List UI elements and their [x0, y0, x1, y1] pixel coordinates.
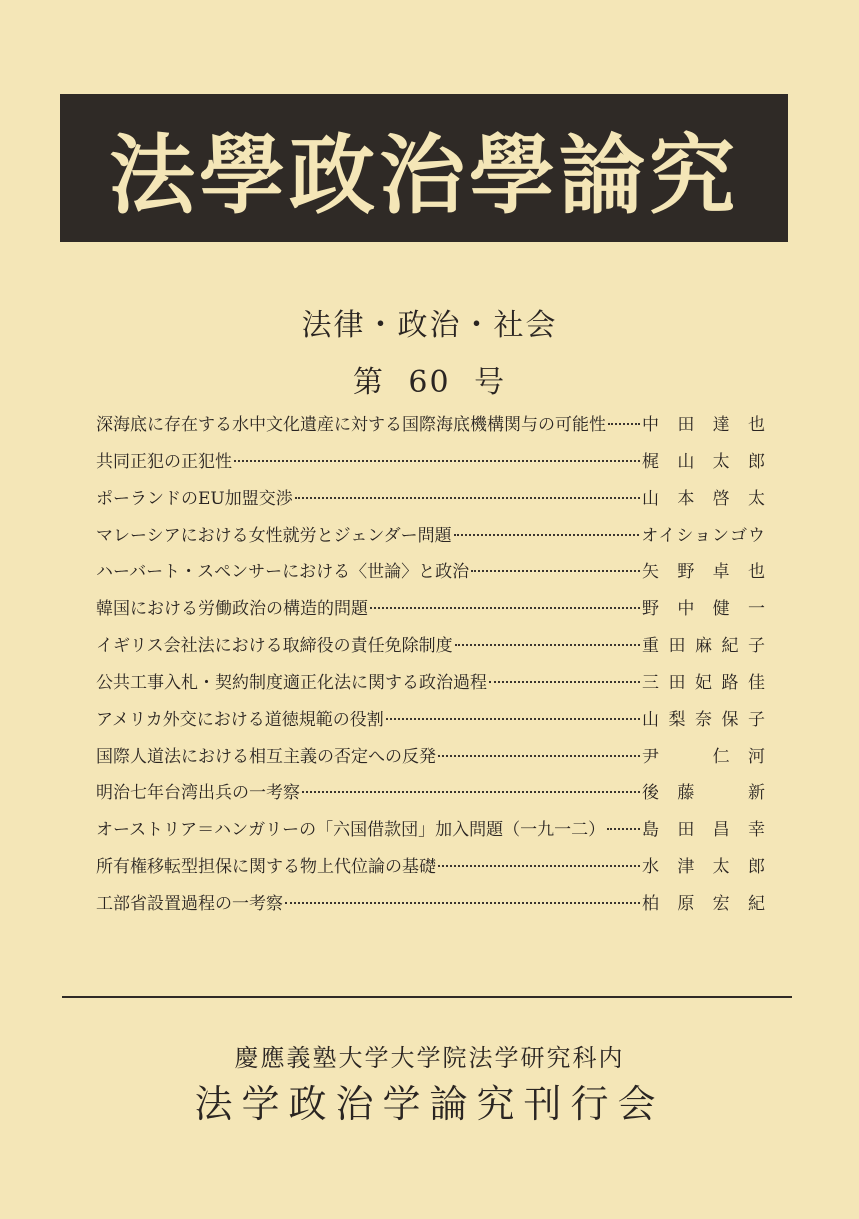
toc-entry [96, 778, 766, 815]
toc-entry [96, 742, 766, 779]
journal-subtitle: 法律・政治・社会 [301, 308, 558, 343]
article-title: 共同正犯の正犯性 [96, 451, 232, 472]
toc-entry [96, 521, 766, 558]
article-title: 明治七年台湾出兵の一考察 [96, 783, 300, 804]
toc-entry [96, 631, 766, 668]
article-title: 所有権移転型担保に関する物上代位論の基礎 [96, 857, 436, 878]
article-author: オイションゴウ [641, 525, 766, 546]
article-author: 水津太郎 [642, 857, 766, 878]
article-author: 矢野卓也 [642, 562, 766, 583]
toc-entry [96, 594, 766, 631]
toc-entry [96, 484, 766, 521]
article-author: 尹 仁河 [642, 746, 766, 767]
article-title: 国際人道法における相互主義の否定への反発 [96, 746, 436, 767]
dot-leader [302, 791, 640, 793]
article-title: オーストリア＝ハンガリーの「六国借款団」加入問題（一九一二） [96, 820, 606, 841]
dot-leader [370, 607, 640, 609]
title-banner [60, 94, 788, 242]
publisher-name: 法学政治学論究刊行会 [194, 1082, 665, 1126]
article-author: 後藤 新 [642, 783, 766, 804]
article-author: 中田達也 [642, 415, 766, 435]
article-author: 山本啓太 [642, 488, 766, 509]
article-author: 三田妃路佳 [642, 672, 766, 693]
issue-number: 第 60 号 [352, 365, 507, 400]
article-title: ポーランドのEU加盟交渉 [96, 488, 293, 509]
dot-leader [386, 718, 640, 720]
article-title: 韓国における労働政治の構造的問題 [96, 599, 368, 620]
article-author: 重田麻紀子 [642, 636, 766, 657]
toc-entry [96, 557, 766, 594]
publisher-affiliation: 慶應義塾大学大学院法学研究科内 [234, 1044, 625, 1072]
article-title: ハーバート・スペンサーにおける〈世論〉と政治 [96, 562, 470, 583]
dot-leader [608, 423, 640, 425]
toc-entry [96, 889, 766, 926]
article-title: 工部省設置過程の一考察 [96, 893, 283, 914]
dot-leader [454, 534, 640, 536]
article-author: 島田昌幸 [642, 820, 766, 841]
toc-entry [96, 815, 766, 852]
toc-entry [96, 447, 766, 484]
dot-leader [295, 497, 640, 499]
article-author: 山梨奈保子 [642, 709, 766, 730]
article-author: 柏原宏紀 [642, 893, 766, 914]
dot-leader [489, 681, 640, 683]
journal-title: 法學政治學論究 [109, 125, 739, 226]
dot-leader [455, 644, 640, 646]
article-title: 深海底に存在する水中文化遺産に対する国際海底機構関与の可能性 [96, 415, 606, 435]
article-title: マレーシアにおける女性就労とジェンダー問題 [96, 525, 452, 546]
article-author: 野中健一 [642, 599, 766, 620]
dot-leader [471, 570, 640, 572]
dot-leader [438, 755, 640, 757]
dot-leader [438, 865, 640, 867]
toc-entry [96, 705, 766, 742]
article-author: 梶山太郎 [642, 451, 766, 472]
article-title: イギリス会社法における取締役の責任免除制度 [96, 636, 453, 657]
toc-entry [96, 668, 766, 705]
toc-entry [96, 852, 766, 889]
divider-rule [62, 996, 792, 998]
dot-leader [234, 460, 640, 462]
article-title: アメリカ外交における道徳規範の役割 [96, 709, 384, 730]
article-title: 公共工事入札・契約制度適正化法に関する政治過程 [96, 672, 487, 693]
toc-entry [96, 410, 766, 447]
dot-leader [607, 828, 640, 830]
dot-leader [285, 902, 640, 904]
table-of-contents [96, 410, 766, 926]
